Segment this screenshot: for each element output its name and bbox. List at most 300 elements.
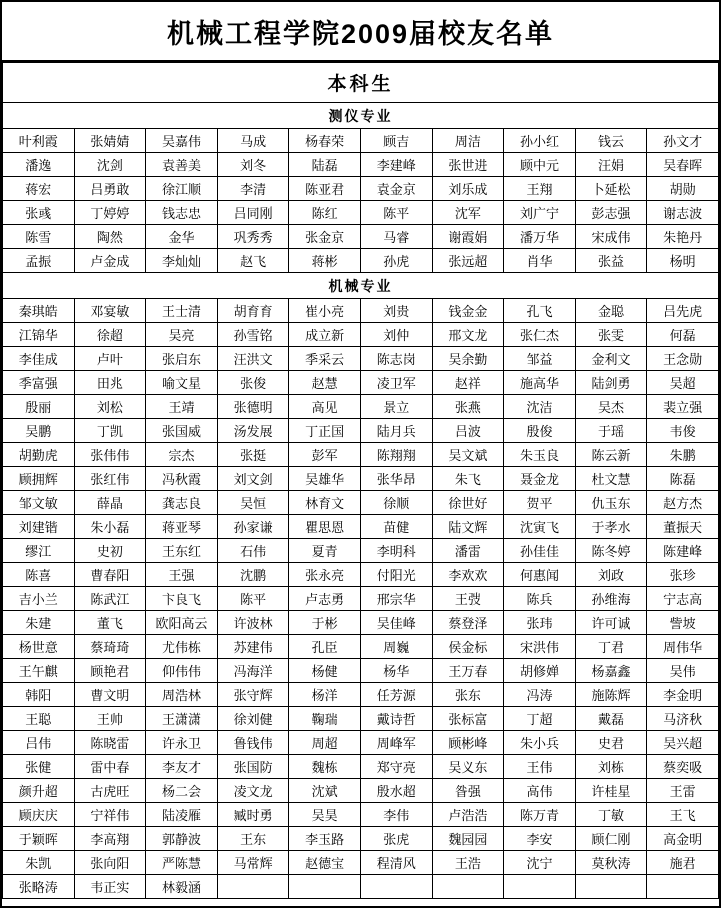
table-row (3, 177, 719, 201)
alumni-name-cell: 许波林 (217, 611, 289, 635)
alumni-name-cell: 蔡奕吸 (647, 755, 719, 779)
alumni-name-cell: 李佳成 (3, 347, 75, 371)
alumni-name-cell: 董飞 (74, 611, 146, 635)
alumni-name-cell: 丁君 (575, 635, 647, 659)
alumni-name-cell: 于瑶 (575, 419, 647, 443)
alumni-name-cell: 陈雪 (3, 225, 75, 249)
alumni-name-cell: 曹文明 (74, 683, 146, 707)
alumni-name-cell: 吕勇敢 (74, 177, 146, 201)
alumni-name-cell: 张国威 (146, 419, 218, 443)
empty-cell (217, 875, 289, 899)
alumni-name-cell: 张东 (432, 683, 504, 707)
alumni-name-cell: 殷俊 (504, 419, 576, 443)
alumni-name-cell: 徐江顺 (146, 177, 218, 201)
alumni-name-cell: 吴杰 (575, 395, 647, 419)
alumni-name-cell: 冯涛 (504, 683, 576, 707)
table-row (3, 515, 719, 539)
alumni-name-cell: 蒋宏 (3, 177, 75, 201)
alumni-name-cell: 史君 (575, 731, 647, 755)
alumni-name-cell: 韩阳 (3, 683, 75, 707)
alumni-name-cell: 王帅 (74, 707, 146, 731)
empty-cell (289, 875, 361, 899)
alumni-name-cell: 吴文斌 (432, 443, 504, 467)
alumni-name-cell: 昝强 (432, 779, 504, 803)
alumni-name-cell: 周巍 (360, 635, 432, 659)
alumni-name-cell: 孙文才 (647, 129, 719, 153)
alumni-name-cell: 陈翔翔 (360, 443, 432, 467)
alumni-name-cell: 凌文龙 (217, 779, 289, 803)
alumni-name-cell: 郭静波 (146, 827, 218, 851)
alumni-name-cell: 顾彬峰 (432, 731, 504, 755)
alumni-name-cell: 宗杰 (146, 443, 218, 467)
table-row (3, 707, 719, 731)
alumni-name-cell: 杜文慧 (575, 467, 647, 491)
table-row (3, 201, 719, 225)
alumni-name-cell: 陈晓雷 (74, 731, 146, 755)
alumni-name-cell: 杨明 (647, 249, 719, 273)
alumni-name-cell: 赵飞 (217, 249, 289, 273)
alumni-name-cell: 陈万青 (504, 803, 576, 827)
alumni-name-cell: 江锦华 (3, 323, 75, 347)
alumni-name-cell: 韦俊 (647, 419, 719, 443)
alumni-name-cell: 李明科 (360, 539, 432, 563)
alumni-name-cell: 陆文辉 (432, 515, 504, 539)
alumni-name-cell: 刘贵 (360, 299, 432, 323)
alumni-name-cell: 陈红 (289, 201, 361, 225)
alumni-name-cell: 刘政 (575, 563, 647, 587)
alumni-name-cell: 刘松 (74, 395, 146, 419)
alumni-name-cell: 蒋彬 (289, 249, 361, 273)
alumni-name-cell: 谢霞娟 (432, 225, 504, 249)
empty-cell (504, 875, 576, 899)
alumni-name-cell: 张挺 (217, 443, 289, 467)
alumni-name-cell: 沈剑 (74, 153, 146, 177)
alumni-name-cell: 周峰军 (360, 731, 432, 755)
alumni-name-cell: 张向阳 (74, 851, 146, 875)
alumni-name-cell: 钱志忠 (146, 201, 218, 225)
alumni-name-cell: 吴佳峰 (360, 611, 432, 635)
alumni-name-cell: 张健 (3, 755, 75, 779)
alumni-name-cell: 聂金龙 (504, 467, 576, 491)
alumni-name-cell: 吴伟 (647, 659, 719, 683)
alumni-name-cell: 贺平 (504, 491, 576, 515)
alumni-name-cell: 马济秋 (647, 707, 719, 731)
alumni-name-cell: 张珍 (647, 563, 719, 587)
alumni-name-cell: 付阳光 (360, 563, 432, 587)
alumni-name-cell: 喻文星 (146, 371, 218, 395)
alumni-name-cell: 王浩 (432, 851, 504, 875)
alumni-name-cell: 张益 (575, 249, 647, 273)
alumni-name-cell: 高金明 (647, 827, 719, 851)
table-row (3, 755, 719, 779)
alumni-name-cell: 朱凯 (3, 851, 75, 875)
alumni-name-cell: 王弢 (432, 587, 504, 611)
table-row (3, 875, 719, 899)
alumni-name-cell: 侯金标 (432, 635, 504, 659)
alumni-name-cell: 仇玉东 (575, 491, 647, 515)
table-row (3, 587, 719, 611)
alumni-name-cell: 汪娟 (575, 153, 647, 177)
alumni-name-cell: 杨春荣 (289, 129, 361, 153)
alumni-name-cell: 李伟 (360, 803, 432, 827)
alumni-name-cell: 施高华 (504, 371, 576, 395)
alumni-name-cell: 刘广宁 (504, 201, 576, 225)
alumni-name-cell: 卜延松 (575, 177, 647, 201)
alumni-name-cell: 陆凌雁 (146, 803, 218, 827)
alumni-name-cell: 陈亚君 (289, 177, 361, 201)
table-row (3, 611, 719, 635)
alumni-name-cell: 顾吉 (360, 129, 432, 153)
alumni-name-cell: 汪洪文 (217, 347, 289, 371)
alumni-name-cell: 许桂星 (575, 779, 647, 803)
alumni-name-cell: 张玮 (504, 611, 576, 635)
alumni-name-cell: 鲁钱伟 (217, 731, 289, 755)
alumni-name-cell: 张燕 (432, 395, 504, 419)
alumni-name-cell: 林毅涵 (146, 875, 218, 899)
alumni-name-cell: 莫秋涛 (575, 851, 647, 875)
alumni-name-cell: 王午麒 (3, 659, 75, 683)
alumni-name-cell: 吴雄华 (289, 467, 361, 491)
alumni-name-cell: 吴昊 (289, 803, 361, 827)
alumni-name-cell: 吕伟 (3, 731, 75, 755)
alumni-name-cell: 李清 (217, 177, 289, 201)
alumni-name-cell: 王翔 (504, 177, 576, 201)
alumni-name-cell: 张略涛 (3, 875, 75, 899)
alumni-name-cell: 朱艳丹 (647, 225, 719, 249)
alumni-name-cell: 施陈辉 (575, 683, 647, 707)
alumni-name-cell: 张伟伟 (74, 443, 146, 467)
alumni-name-cell: 裴立强 (647, 395, 719, 419)
alumni-name-cell: 潘万华 (504, 225, 576, 249)
alumni-name-cell: 马成 (217, 129, 289, 153)
alumni-name-cell: 訾坡 (647, 611, 719, 635)
alumni-name-cell: 宋成伟 (575, 225, 647, 249)
alumni-name-cell: 吴超 (647, 371, 719, 395)
alumni-name-cell: 殷水超 (360, 779, 432, 803)
alumni-name-cell: 张守辉 (217, 683, 289, 707)
alumni-name-cell: 张红伟 (74, 467, 146, 491)
alumni-name-cell: 雷中春 (74, 755, 146, 779)
empty-cell (432, 875, 504, 899)
alumni-name-cell: 程清风 (360, 851, 432, 875)
table-row (3, 129, 719, 153)
alumni-name-cell: 许永卫 (146, 731, 218, 755)
alumni-name-cell: 张虎 (360, 827, 432, 851)
alumni-name-cell: 韦正实 (74, 875, 146, 899)
table-row (3, 443, 719, 467)
alumni-name-cell: 陈磊 (647, 467, 719, 491)
alumni-name-cell: 吴春晖 (647, 153, 719, 177)
alumni-name-cell: 李建峰 (360, 153, 432, 177)
alumni-name-cell: 于颖晖 (3, 827, 75, 851)
table-row (3, 153, 719, 177)
alumni-name-cell: 何磊 (647, 323, 719, 347)
alumni-name-cell: 鞠瑞 (289, 707, 361, 731)
alumni-name-cell: 曹春阳 (74, 563, 146, 587)
alumni-name-cell: 陆磊 (289, 153, 361, 177)
alumni-name-cell: 金华 (146, 225, 218, 249)
alumni-name-cell: 李灿灿 (146, 249, 218, 273)
alumni-name-cell: 秦琪皓 (3, 299, 75, 323)
alumni-name-cell: 蔡琦琦 (74, 635, 146, 659)
alumni-name-cell: 刘文剑 (217, 467, 289, 491)
alumni-name-cell: 缪江 (3, 539, 75, 563)
alumni-name-cell: 王靖 (146, 395, 218, 419)
alumni-name-cell: 邢文龙 (432, 323, 504, 347)
alumni-name-cell: 魏栋 (289, 755, 361, 779)
alumni-name-cell: 吴亮 (146, 323, 218, 347)
alumni-name-cell: 孙佳佳 (504, 539, 576, 563)
alumni-name-cell: 邹文敏 (3, 491, 75, 515)
table-row (3, 249, 719, 273)
alumni-name-cell: 颜升超 (3, 779, 75, 803)
alumni-name-cell: 刘栋 (575, 755, 647, 779)
alumni-name-cell: 张世进 (432, 153, 504, 177)
alumni-name-cell: 朱玉良 (504, 443, 576, 467)
table-row (3, 467, 719, 491)
alumni-name-cell: 吕同刚 (217, 201, 289, 225)
alumni-name-cell: 苗健 (360, 515, 432, 539)
alumni-name-cell: 肖华 (504, 249, 576, 273)
alumni-name-cell: 魏园园 (432, 827, 504, 851)
alumni-name-cell: 严陈慧 (146, 851, 218, 875)
alumni-name-cell: 陈志岗 (360, 347, 432, 371)
alumni-name-cell: 宁祥伟 (74, 803, 146, 827)
alumni-name-cell: 杨世意 (3, 635, 75, 659)
alumni-name-cell: 沈寅飞 (504, 515, 576, 539)
alumni-name-cell: 吕先虎 (647, 299, 719, 323)
alumni-name-cell: 冯秋霞 (146, 467, 218, 491)
alumni-name-cell: 沈宁 (504, 851, 576, 875)
table-row (3, 851, 719, 875)
alumni-name-cell: 陶然 (74, 225, 146, 249)
alumni-name-cell: 邢宗华 (360, 587, 432, 611)
alumni-name-cell: 孙小红 (504, 129, 576, 153)
alumni-name-cell: 丁超 (504, 707, 576, 731)
alumni-name-cell: 胡勋 (647, 177, 719, 201)
alumni-name-cell: 孙家谦 (217, 515, 289, 539)
alumni-name-cell: 龚志良 (146, 491, 218, 515)
alumni-name-cell: 王东红 (146, 539, 218, 563)
alumni-name-cell: 王雷 (647, 779, 719, 803)
alumni-name-cell: 夏青 (289, 539, 361, 563)
alumni-name-cell: 胡修婵 (504, 659, 576, 683)
alumni-name-cell: 陆剑勇 (575, 371, 647, 395)
alumni-name-cell: 卢叶 (74, 347, 146, 371)
alumni-name-cell: 王万春 (432, 659, 504, 683)
alumni-name-cell: 卢金成 (74, 249, 146, 273)
alumni-name-cell: 王伟 (504, 755, 576, 779)
alumni-name-cell: 苏建伟 (217, 635, 289, 659)
alumni-name-cell: 袁金京 (360, 177, 432, 201)
alumni-name-cell: 陆月兵 (360, 419, 432, 443)
alumni-name-cell: 周超 (289, 731, 361, 755)
table-row (3, 563, 719, 587)
alumni-name-cell: 钱云 (575, 129, 647, 153)
alumni-name-cell: 陈建峰 (647, 539, 719, 563)
table-row (3, 635, 719, 659)
alumni-name-cell: 王念勋 (647, 347, 719, 371)
alumni-name-cell: 田兆 (74, 371, 146, 395)
alumni-name-cell: 张启东 (146, 347, 218, 371)
alumni-name-cell: 杨华 (360, 659, 432, 683)
alumni-name-cell: 陈武江 (74, 587, 146, 611)
alumni-name-cell: 凌卫军 (360, 371, 432, 395)
alumni-name-cell: 吴恒 (217, 491, 289, 515)
alumni-name-cell: 季采云 (289, 347, 361, 371)
alumni-name-cell: 欧阳高云 (146, 611, 218, 635)
alumni-name-cell: 袁善美 (146, 153, 218, 177)
empty-cell (575, 875, 647, 899)
alumni-name-cell: 任芳源 (360, 683, 432, 707)
table-row (3, 539, 719, 563)
alumni-name-cell: 金聪 (575, 299, 647, 323)
alumni-name-cell: 丁正国 (289, 419, 361, 443)
alumni-name-cell: 宋洪伟 (504, 635, 576, 659)
alumni-name-cell: 李安 (504, 827, 576, 851)
alumni-name-cell: 沈斌 (289, 779, 361, 803)
alumni-name-cell: 石伟 (217, 539, 289, 563)
alumni-name-cell: 朱建 (3, 611, 75, 635)
alumni-name-cell: 吕波 (432, 419, 504, 443)
major-section-header: 测仪专业 (3, 103, 719, 129)
table-row (3, 683, 719, 707)
alumni-name-cell: 丁凯 (74, 419, 146, 443)
alumni-name-cell: 吴余勤 (432, 347, 504, 371)
table-row (3, 299, 719, 323)
alumni-name-cell: 赵方杰 (647, 491, 719, 515)
major-section-header: 机械专业 (3, 273, 719, 299)
alumni-table (2, 62, 719, 899)
alumni-name-cell: 顾中元 (504, 153, 576, 177)
alumni-name-cell: 于彬 (289, 611, 361, 635)
alumni-name-cell: 顾庆庆 (3, 803, 75, 827)
table-row (3, 347, 719, 371)
alumni-name-cell: 刘建锴 (3, 515, 75, 539)
alumni-name-cell: 陈喜 (3, 563, 75, 587)
alumni-name-cell: 杨二会 (146, 779, 218, 803)
alumni-name-cell: 杨健 (289, 659, 361, 683)
alumni-name-cell: 王强 (146, 563, 218, 587)
alumni-name-cell: 张俊 (217, 371, 289, 395)
alumni-name-cell: 景立 (360, 395, 432, 419)
alumni-name-cell: 周洁 (432, 129, 504, 153)
alumni-name-cell: 胡勤虎 (3, 443, 75, 467)
table-row (3, 103, 719, 129)
alumni-name-cell: 谢志波 (647, 201, 719, 225)
alumni-name-cell: 金利文 (575, 347, 647, 371)
alumni-name-cell: 巩秀秀 (217, 225, 289, 249)
alumni-name-cell: 王聪 (3, 707, 75, 731)
alumni-name-cell: 朱飞 (432, 467, 504, 491)
alumni-name-cell: 丁敏 (575, 803, 647, 827)
alumni-name-cell: 高见 (289, 395, 361, 419)
table-row (3, 731, 719, 755)
alumni-name-cell: 刘仲 (360, 323, 432, 347)
alumni-name-cell: 沈鹏 (217, 563, 289, 587)
alumni-name-cell: 蒋亚琴 (146, 515, 218, 539)
table-row (3, 323, 719, 347)
alumni-name-cell: 刘乐成 (432, 177, 504, 201)
alumni-name-cell: 邹益 (504, 347, 576, 371)
alumni-name-cell: 李玉路 (289, 827, 361, 851)
alumni-name-cell: 施君 (647, 851, 719, 875)
empty-cell (360, 875, 432, 899)
alumni-name-cell: 蔡登泽 (432, 611, 504, 635)
alumni-name-cell: 张彧 (3, 201, 75, 225)
page-title: 机械工程学院2009届校友名单 (166, 18, 555, 49)
alumni-name-cell: 王潇潇 (146, 707, 218, 731)
alumni-name-cell: 卢志勇 (289, 587, 361, 611)
alumni-name-cell: 于孝水 (575, 515, 647, 539)
alumni-name-cell: 董振天 (647, 515, 719, 539)
alumni-name-cell: 杨嘉鑫 (575, 659, 647, 683)
alumni-name-cell: 周浩林 (146, 683, 218, 707)
alumni-name-cell: 吴鹏 (3, 419, 75, 443)
alumni-name-cell: 叶利霞 (3, 129, 75, 153)
alumni-name-cell: 孙雪铭 (217, 323, 289, 347)
table-row (3, 827, 719, 851)
table-row (3, 63, 719, 103)
empty-cell (647, 875, 719, 899)
alumni-name-cell: 赵慧 (289, 371, 361, 395)
alumni-name-cell: 冯海洋 (217, 659, 289, 683)
alumni-name-cell: 李金明 (647, 683, 719, 707)
alumni-name-cell: 朱小磊 (74, 515, 146, 539)
alumni-name-cell: 陈平 (360, 201, 432, 225)
alumni-name-cell: 朱鹏 (647, 443, 719, 467)
alumni-name-cell: 臧时勇 (217, 803, 289, 827)
alumni-name-cell: 张德明 (217, 395, 289, 419)
alumni-name-cell: 徐刘健 (217, 707, 289, 731)
table-row (3, 225, 719, 249)
alumni-name-cell: 郑守亮 (360, 755, 432, 779)
alumni-name-cell: 陈平 (217, 587, 289, 611)
alumni-name-cell: 卞良飞 (146, 587, 218, 611)
alumni-name-cell: 沈军 (432, 201, 504, 225)
alumni-name-cell: 顾艳君 (74, 659, 146, 683)
table-row (3, 371, 719, 395)
alumni-name-cell: 杨洋 (289, 683, 361, 707)
alumni-name-cell: 成立新 (289, 323, 361, 347)
alumni-name-cell: 胡育育 (217, 299, 289, 323)
alumni-name-cell: 顾拥辉 (3, 467, 75, 491)
alumni-name-cell: 张永亮 (289, 563, 361, 587)
alumni-name-cell: 沈洁 (504, 395, 576, 419)
alumni-name-cell: 尤伟栋 (146, 635, 218, 659)
alumni-name-cell: 赵祥 (432, 371, 504, 395)
alumni-name-cell: 徐顺 (360, 491, 432, 515)
table-row (3, 419, 719, 443)
alumni-name-cell: 张婧婧 (74, 129, 146, 153)
alumni-name-cell: 仰伟伟 (146, 659, 218, 683)
alumni-name-cell: 王飞 (647, 803, 719, 827)
alumni-name-cell: 汤发展 (217, 419, 289, 443)
alumni-name-cell: 吴义东 (432, 755, 504, 779)
alumni-name-cell: 张华昂 (360, 467, 432, 491)
alumni-name-cell: 高伟 (504, 779, 576, 803)
alumni-name-cell: 李高翔 (74, 827, 146, 851)
alumni-name-cell: 孔臣 (289, 635, 361, 659)
alumni-name-cell: 吴嘉伟 (146, 129, 218, 153)
alumni-name-cell: 瞿思恩 (289, 515, 361, 539)
alumni-name-cell: 吉小兰 (3, 587, 75, 611)
alumni-name-cell: 王士清 (146, 299, 218, 323)
alumni-name-cell: 丁婷婷 (74, 201, 146, 225)
degree-section-header: 本科生 (3, 63, 719, 103)
alumni-name-cell: 孔飞 (504, 299, 576, 323)
alumni-name-cell: 李友才 (146, 755, 218, 779)
